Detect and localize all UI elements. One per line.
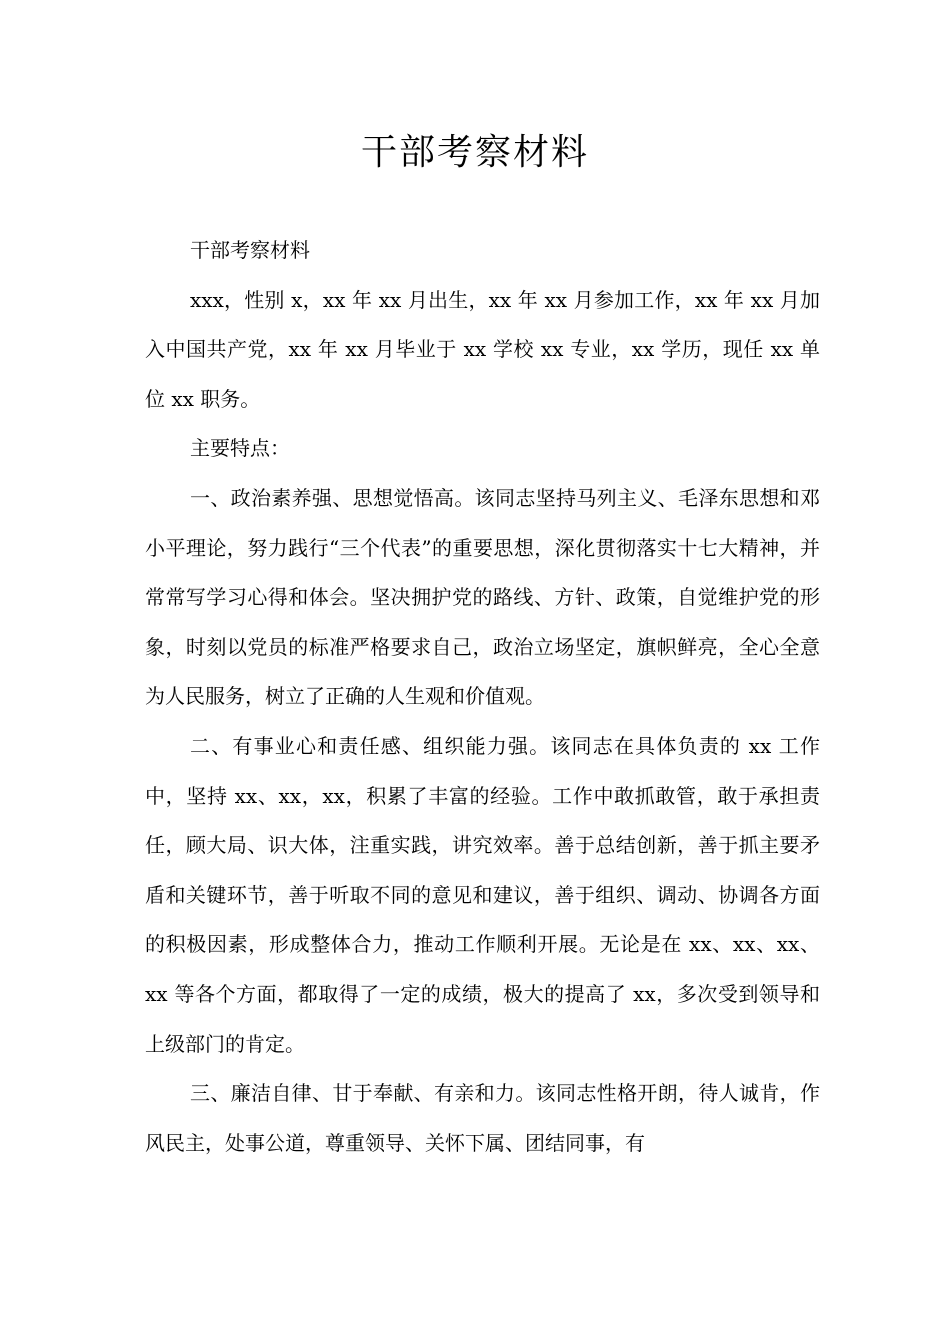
feature-paragraph-2: 二、有事业心和责任感、组织能力强。该同志在具体负责的 xx 工作中，坚持 xx、xx，xx，积累了丰富的经验。工作中敢抓敢管，敢于承担责任，顾大局、识大体，注重实践，讲究效率。善于总结创新，善于抓主要矛盾和关键环节，善于听取不同的意见和建议，善于组织、调动、协调各方面的积极因素，形成整体合力，推动工作顺利开展。无论是在 xx、xx、xx、xx 等各个方面，都取得了一定的成绩，极大的提高了 xx，多次受到领导和上级部门的肯定。: [145, 733, 820, 1056]
document-title: 干部考察材料: [360, 132, 589, 173]
feature-paragraph-3: 三、廉洁自律、甘于奉献、有亲和力。该同志性格开朗，待人诚肯，作风民主，处事公道，尊重领导、关怀下属、团结同事，有: [145, 1081, 820, 1155]
profile-paragraph: xxx，性别 x，xx 年 xx 月出生，xx 年 xx 月参加工作，xx 年 xx 月加入中国共产党，xx 年 xx 月毕业于 xx 学校 xx 专业，xx 学历，现任 xx 单位 xx 职务。: [145, 287, 820, 411]
document-body: [145, 226, 820, 1168]
features-heading: 主要特点：: [190, 436, 290, 461]
feature-paragraph-1: 一、政治素养强、思想觉悟高。该同志坚持马列主义、毛泽东思想和邓小平理论，努力践行“三个代表”的重要思想，深化贯彻落实十七大精神，并常常写学习心得和体会。坚决拥护党的路线、方针、政策，自觉维护党的形象，时刻以党员的标准严格要求自己，政治立场坚定，旗帜鲜亮，全心全意为人民服务，树立了正确的人生观和价值观。: [145, 485, 820, 709]
subtitle-paragraph: 干部考察材料: [190, 238, 310, 262]
